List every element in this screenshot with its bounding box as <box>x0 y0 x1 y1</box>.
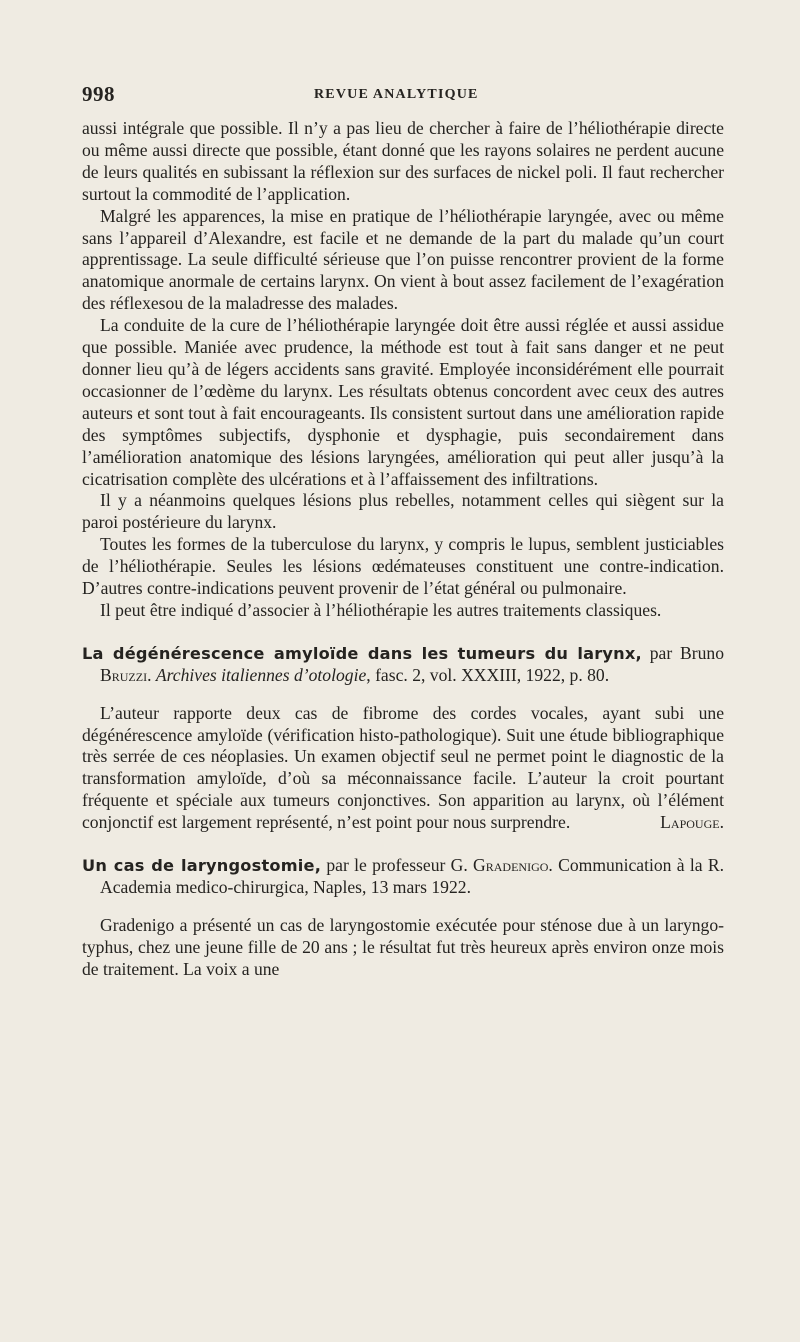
citation: , fasc. 2, vol. XXXIII, 1922, p. 80. <box>366 664 610 685</box>
article-title: La dégénérescence amyloïde dans les tumeurs du larynx, <box>82 643 642 663</box>
paragraph: Il y a néanmoins quelques lésions plus rebelles, notamment celles qui siègent sur la paroi postérieure du larynx. <box>82 490 724 533</box>
author-name: Gradenigo <box>473 855 549 876</box>
paragraph-continuation: aussi intégrale que possible. Il n’y a pas lieu de chercher à faire de l’héliothérapie directe ou même aussi directe que possible, étant donné que les rayons solaires ne perdent aucune de leurs qualités en subissant la réflexion sur des surfaces de nickel poli. Il faut rechercher surtout la commodité de l’application. <box>82 118 724 204</box>
paragraph: Malgré les apparences, la mise en pratique de l’héliothérapie laryngée, avec ou même sans l’appareil d’Alexandre, est facile et ne demande de la part du malade qu’un court apprentissage. La seule difficulté sérieuse que l’on puisse rencontrer provient de la forme anatomique anormale de certains larynx. On vient à bout assez facilement de l’exagération des réflexesou de la maladresse des malades. <box>82 205 724 314</box>
section-spacer <box>82 834 724 855</box>
separator: . <box>147 664 156 685</box>
spacer <box>82 899 724 915</box>
page-number: 998 <box>82 82 115 106</box>
spacer <box>82 687 724 703</box>
section-spacer <box>82 622 724 643</box>
journal-name: Archives italiennes d’otologie <box>155 664 367 685</box>
article-abstract: Gradenigo a présenté un cas de laryngostomie exécutée pour sténose due à un laryngo-typhus, chez une jeune fille de 20 ans ; le résultat fut très heureux après environ onze mois de traitement. La voix a une <box>82 914 724 979</box>
main-text <box>82 118 724 981</box>
paragraph: La conduite de la cure de l’héliothérapie laryngée doit être aussi réglée et aussi assidue que possible. Maniée avec prudence, la méthode est tout à fait sans danger et ne peut donner lieu qu’à de légers accidents sans gravité. Employée inconsidérément elle pourrait occasionner de l’œdème du larynx. Les résultats obtenus concordent avec ceux des autres auteurs et sont tout à fait encourageants. Ils consistent surtout dans une amélioration rapide des symptômes subjectifs, dysphonie et dysphagie, puis secondairement dans l’amélioration anatomique des lésions laryngées, amélioration qui peut aller jusqu’à la cicatrisation complète des ulcérations et à l’affaissement des infiltrations. <box>82 315 724 489</box>
paragraph: Il peut être indiqué d’associer à l’héliothérapie les autres traitements classiques. <box>100 599 662 620</box>
paragraph: Toutes les formes de la tuberculose du larynx, y compris le lupus, semblent justiciables de l’héliothérapie. Seules les lésions œdémateuses constituent une contre-indication. D’autres contre-indications peuvent provenir de l’état général ou pulmonaire. <box>82 534 724 599</box>
article-abstract <box>82 703 724 834</box>
byline: par le professeur G. <box>321 855 474 876</box>
article-title: Un cas de laryngostomie, <box>82 856 322 876</box>
abstract-text: L’auteur rapporte deux cas de fibrome des cordes vocales, ayant subi une dégénérescence amyloïde (vérification histo-pathologique). Suit une étude bibliographique très serrée de ces néoplasies. Un examen objectif seul ne permet point le diagnostic de la transformation amyloïde, d’où sa méconnaissance facile. L’auteur la croit pourtant fréquente et spéciale aux tumeurs conjonctives. Son apparition au larynx, où l’élément conjonctif est largement représenté, n’est point pour nous surprendre. <box>82 702 724 833</box>
byline: par Bruno <box>641 642 724 663</box>
page-header <box>82 82 722 108</box>
citation: . Communication à la R. Academia medico-chirurgica, Naples, 13 mars 1922. <box>100 855 724 897</box>
article-heading <box>82 643 724 687</box>
article-heading <box>82 855 724 899</box>
author-name: Bruzzi <box>100 664 148 685</box>
reviewer-signature: Lapouge. <box>660 812 724 833</box>
running-title: REVUE ANALYTIQUE <box>314 87 479 102</box>
